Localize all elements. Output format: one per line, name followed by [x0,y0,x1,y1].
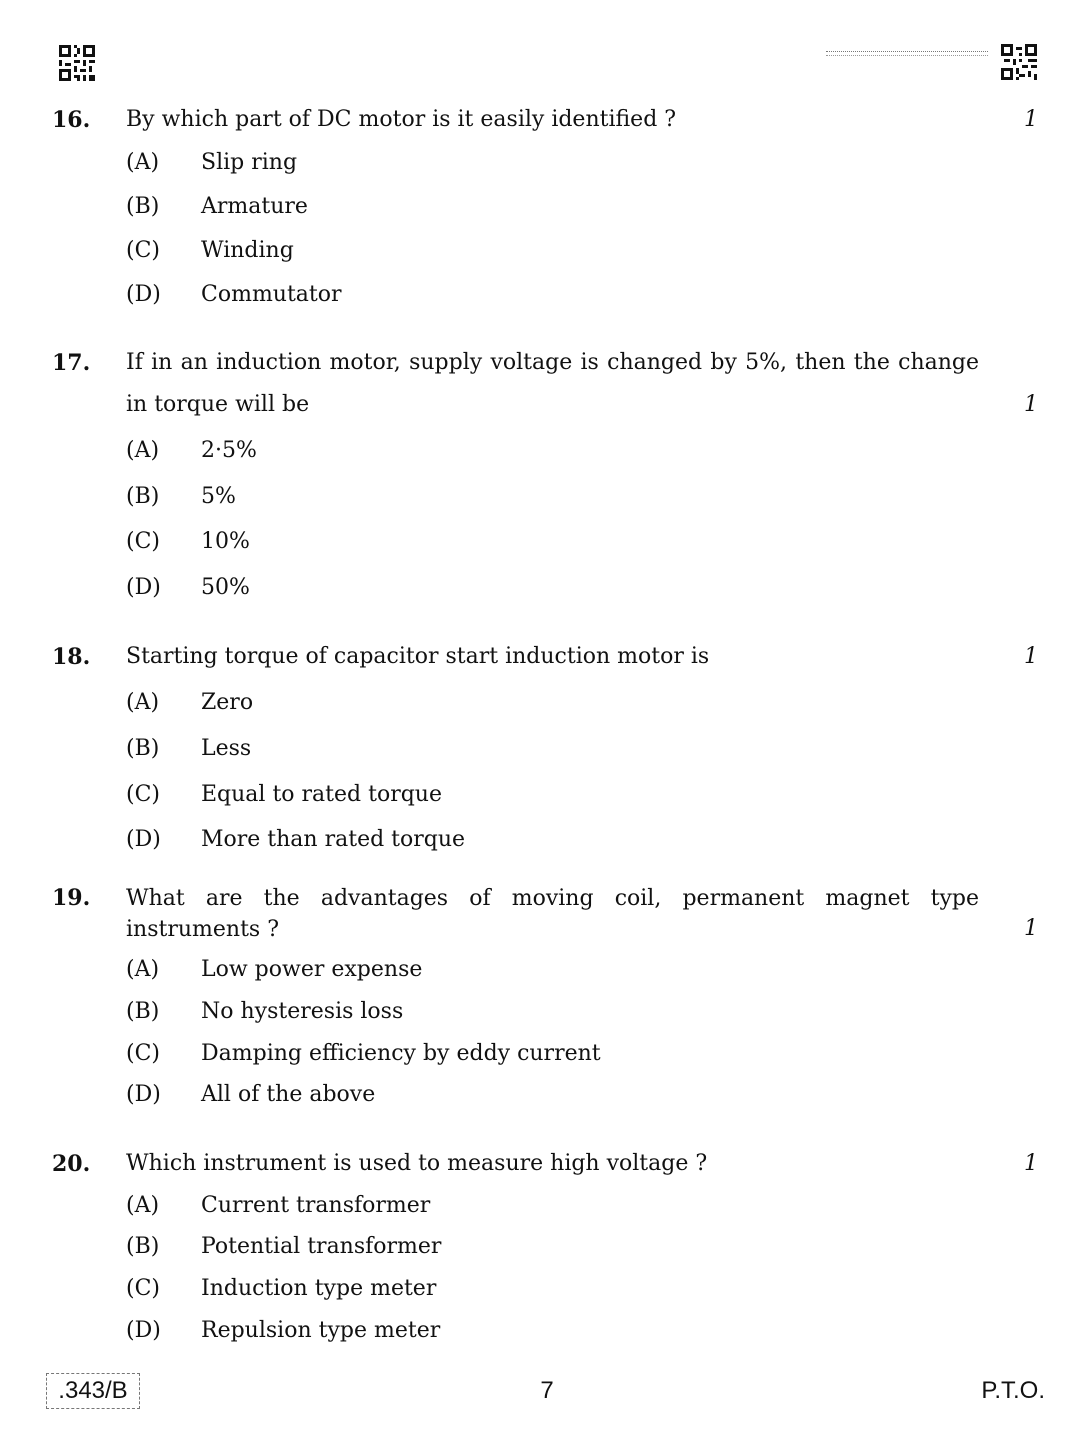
option-text: Slip ring [201,150,298,175]
option-a: (A) Current transformer [126,1193,431,1218]
option-text: 50% [201,575,250,600]
option-d: (D) Commutator [126,282,342,307]
option-text: Less [201,736,252,761]
paper-code: .343/B [46,1373,140,1409]
question-marks: 1 [1024,1151,1038,1176]
option-a: (A) 2·5% [126,438,257,463]
option-d: (D) All of the above [126,1082,376,1107]
question-number: 20. [52,1151,91,1177]
option-b: (B) 5% [126,484,236,509]
option-text: Current transformer [201,1193,431,1218]
question-marks: 1 [1024,916,1038,941]
question-number: 18. [52,644,91,670]
option-d: (D) Repulsion type meter [126,1318,441,1343]
qr-code-icon [59,45,95,81]
option-a: (A) Slip ring [126,150,298,175]
option-text: Equal to rated torque [201,782,442,807]
question-marks: 1 [1024,644,1038,669]
option-c: (C) 10% [126,529,250,554]
question-number: 19. [52,885,91,911]
page-number: 7 [540,1377,554,1404]
question-text: What are the advantages of moving coil, permanent magnet type instruments ? [126,886,979,942]
option-text: Potential transformer [201,1234,442,1259]
option-b: (B) Less [126,736,252,761]
option-text: Zero [201,690,254,715]
qr-code-icon [1001,44,1037,80]
question-text: If in an induction motor, supply voltage is changed by 5%, then the change in torque will be [126,350,979,417]
option-b: (B) No hysteresis loss [126,999,404,1024]
option-text: Armature [201,194,308,219]
question-marks: 1 [1024,392,1038,417]
option-d: (D) 50% [126,575,250,600]
question-text: By which part of DC motor is it easily identified ? [126,107,677,132]
question-number: 16. [52,107,91,133]
microprint-line [826,51,988,56]
question-text: Which instrument is used to measure high voltage ? [126,1151,708,1176]
option-d: (D) More than rated torque [126,827,466,852]
option-c: (C) Induction type meter [126,1276,437,1301]
question-text: Starting torque of capacitor start induction motor is [126,644,710,669]
option-text: No hysteresis loss [201,999,404,1024]
option-c: (C) Equal to rated torque [126,782,442,807]
question-number: 17. [52,350,91,376]
option-text: Commutator [201,282,342,307]
option-c: (C) Winding [126,238,294,263]
option-a: (A) Low power expense [126,957,423,982]
option-text: Damping efficiency by eddy current [201,1041,601,1066]
option-text: All of the above [201,1082,376,1107]
option-b: (B) Armature [126,194,308,219]
option-text: Repulsion type meter [201,1318,441,1343]
please-turn-over: P.T.O. [981,1377,1045,1404]
option-text: Low power expense [201,957,423,982]
option-text: More than rated torque [201,827,466,852]
option-a: (A) Zero [126,690,254,715]
question-marks: 1 [1024,107,1038,132]
option-text: 5% [201,484,236,509]
option-b: (B) Potential transformer [126,1234,442,1259]
option-text: Induction type meter [201,1276,437,1301]
option-text: 2·5% [201,438,257,463]
option-c: (C) Damping efficiency by eddy current [126,1041,601,1066]
option-text: Winding [201,238,294,263]
option-text: 10% [201,529,250,554]
